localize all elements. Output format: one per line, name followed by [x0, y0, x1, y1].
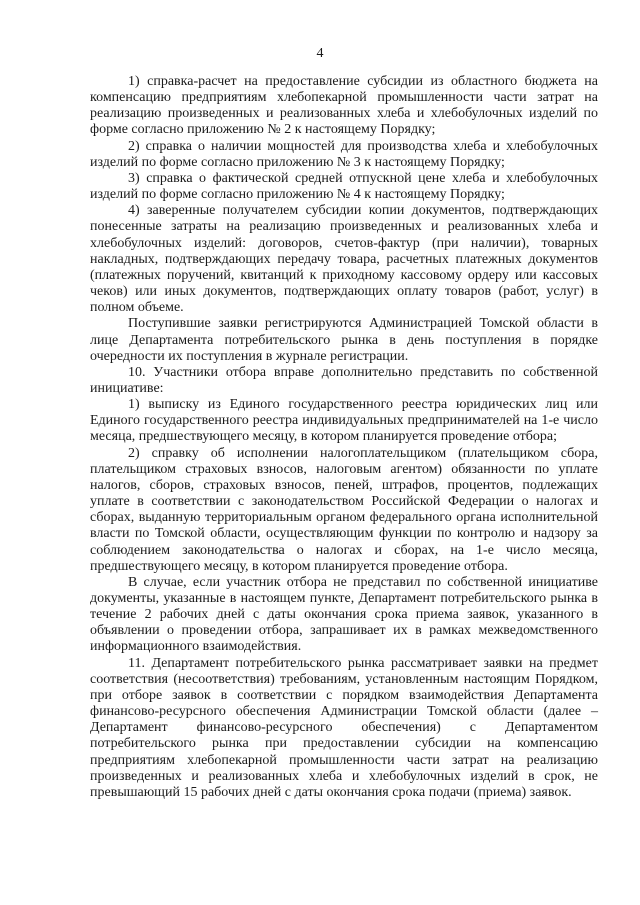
page-number: 4 [316, 46, 324, 61]
paragraph-registration: Поступившие заявки регистрируются Администрацией Томской области в лице Департамента потребительского рынка в день поступления в порядке очередности их поступления в журнале регистрации. [90, 316, 598, 364]
paragraph-item-3: 3) справка о фактической средней отпускной цене хлеба и хлебобулочных изделий по форме согласно приложению № 4 к настоящему Порядку; [90, 170, 598, 203]
document-body [90, 74, 598, 801]
paragraph-clause-10-item-1: 1) выписку из Единого государственного реестра юридических лиц или Единого государственного реестра индивидуальных предпринимателей на 1-е число месяца, предшествующего месяцу, в котором планируется проведение отбора; [90, 397, 598, 445]
paragraph-clause-10-item-2: 2) справку об исполнении налогоплательщиком (плательщиком сбора, плательщиком страховых взносов, налоговым агентом) обязанности по уплате налогов, сборов, страховых взносов, пеней, штрафов, процентов, подлежащих уплате в соответствии с законодательством Российской Федерации о налогах и сборах, выданную территориальным органом федерального органа исполнительной власти по Томской области, осуществляющим функции по контролю и надзору за соблюдением законодательства о налогах и сборах, на 1-е число месяца, предшествующего месяцу, в котором планируется проведение отбора. [90, 445, 598, 574]
paragraph-clause-11: 11. Департамент потребительского рынка рассматривает заявки на предмет соответствия (несоответствия) требованиям, установленным настоящим Порядком, при отборе заявок в соответствии с порядком взаимодействия Департамента финансово-ресурсного обеспечения Администрации Томской области (далее – Департамент финансово-ресурсного обеспечения) с Департаментом потребительского рынка при предоставлении субсидии на компенсацию предприятиям хлебопекарной промышленности части затрат на реализацию произведенных и реализованных хлеба и хлебобулочных изделий в срок, не превышающий 15 рабочих дней с даты окончания срока подачи (приема) заявок. [90, 655, 598, 800]
paragraph-item-4: 4) заверенные получателем субсидии копии документов, подтверждающих понесенные затраты на реализацию произведенных и реализованных хлеба и хлебобулочных изделий: договоров, счетов-фактур (при наличии), товарных накладных, подтверждающих передачу товара, расчетных платежных документов (платежных поручений, квитанций к приходному кассовому ордеру или кассовых чеков) или иных документов, подтверждающих оплату товаров (работ, услуг) в полном объеме. [90, 203, 598, 316]
paragraph-item-1: 1) справка-расчет на предоставление субсидии из областного бюджета на компенсацию предприятиям хлебопекарной промышленности части затрат на реализацию произведенных и реализованных хлеба и хлебобулочных изделий по форме согласно приложению № 2 к настоящему Порядку; [90, 74, 598, 138]
paragraph-clause-10: 10. Участники отбора вправе дополнительно представить по собственной инициативе: [90, 364, 598, 396]
paragraph-item-2: 2) справка о наличии мощностей для производства хлеба и хлебобулочных изделий по форме согласно приложению № 3 к настоящему Порядку; [90, 138, 598, 170]
paragraph-interagency-request: В случае, если участник отбора не представил по собственной инициативе документы, указанные в настоящем пункте, Департамент потребительского рынка в течение 2 рабочих дней с даты окончания срока приема заявок, указанного в объявлении о проведении отбора, запрашивает их в рамках межведомственного информационного взаимодействия. [90, 574, 598, 655]
